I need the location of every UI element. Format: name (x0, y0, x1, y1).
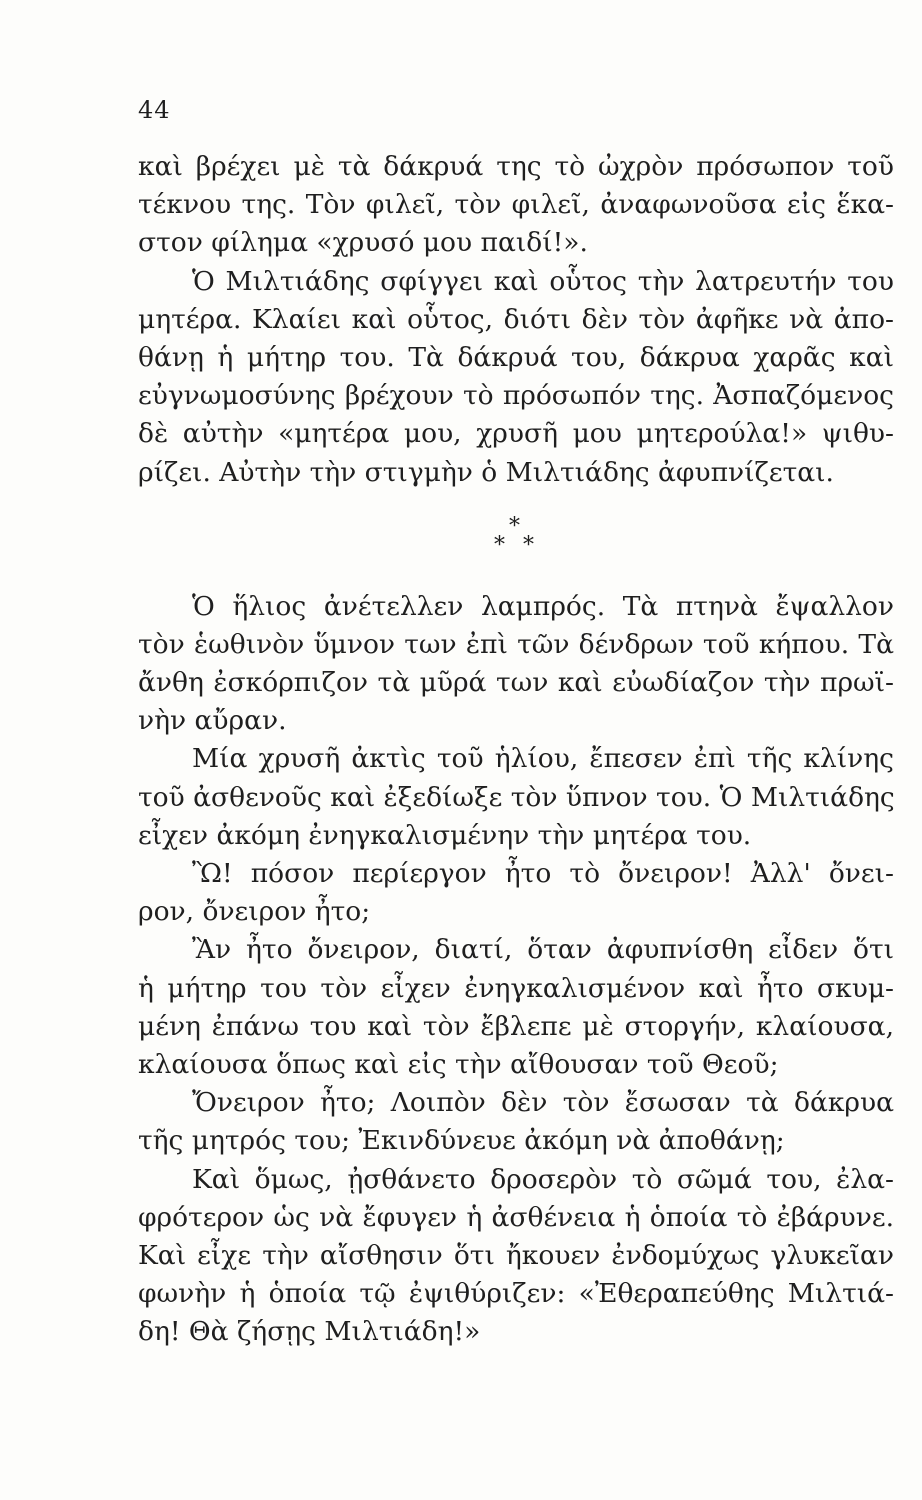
text-line: φωνὴν ἡ ὁποία τῷ ἐψιθύριζεν: «Ἐθεραπεύθης Μιλτιά- (138, 1278, 894, 1310)
text-line: Ὁ Μιλτιάδης σφίγγει καὶ οὗτος τὴν λατρευτήν του (192, 265, 894, 297)
text-line: τὸν ἑωθινὸν ὕμνον των ἐπὶ τῶν δένδρων τοῦ κήπου. Τὰ (138, 628, 894, 660)
text-line: εὐγνωμοσύνης βρέχουν τὸ πρόσωπόν της. Ἀσπαζόμενος (138, 380, 894, 412)
text-line: Ὄνειρον ἦτο; Λοιπὸν δὲν τὸν ἔσωσαν τὰ δάκρυα (192, 1087, 894, 1119)
paragraph (138, 588, 894, 741)
text-line: κλαίουσα ὅπως καὶ εἰς τὴν αἴθουσαν τοῦ Θεοῦ; (138, 1048, 779, 1080)
paragraph (138, 1084, 894, 1160)
text-line: Ἂν ἦτο ὄνειρον, διατί, ὅταν ἀφυπνίσθη εἶδεν ὅτι (192, 934, 894, 966)
text-line: ρίζει. Αὐτὴν τὴν στιγμὴν ὁ Μιλτιάδης ἀφυπνίζεται. (138, 456, 834, 488)
paragraph (138, 740, 894, 855)
text-line: εἶχεν ἀκόμη ἐνηγκαλισμένην τὴν μητέρα του. (138, 819, 752, 851)
paragraph (138, 1161, 894, 1352)
text-line: Καὶ ὅμως, ᾐσθάνετο δροσερὸν τὸ σῶμά του, ἐλα- (192, 1163, 894, 1195)
text-line: τέκνου της. Τὸν φιλεῖ, τὸν φιλεῖ, ἀναφωνοῦσα εἰς ἕκα- (138, 189, 894, 221)
paragraph (138, 931, 894, 1084)
text-line: στον φίλημα «χρυσό μου παιδί!». (138, 227, 588, 259)
text-line: δη! Θὰ ζήσῃς Μιλτιάδη!» (138, 1316, 481, 1348)
paragraph (138, 263, 894, 492)
text-line: δὲ αὐτὴν «μητέρα μου, χρυσῆ μου μητερούλα!» ψιθυ- (138, 418, 894, 450)
text-line: φρότερον ὡς νὰ ἔφυγεν ἡ ἀσθένεια ἡ ὁποία τὸ ἐβάρυνε. (138, 1201, 894, 1233)
text-line: καὶ βρέχει μὲ τὰ δάκρυά της τὸ ὠχρὸν πρόσωπον τοῦ (138, 151, 894, 182)
text-line: Ὢ! πόσον περίεργον ἦτο τὸ ὄνειρον! Ἀλλ' ὄνει- (192, 858, 894, 889)
asterisk: * (523, 532, 534, 558)
text-line: μητέρα. Κλαίει καὶ οὗτος, διότι δὲν τὸν ἀφῆκε νὰ ἀπο- (138, 303, 894, 335)
section-separator (138, 492, 894, 588)
text-line: Ὁ ἥλιος ἀνέτελλεν λαμπρός. Τὰ πτηνὰ ἔψαλλον (192, 590, 894, 622)
text-line: θάνῃ ἡ μήτηρ του. Τὰ δάκρυά του, δάκρυα χαρᾶς καὶ (138, 341, 894, 373)
text-line: τῆς μητρός του; Ἐκινδύνευε ἀκόμη νὰ ἀποθάνῃ; (138, 1125, 785, 1157)
text-line: ρον, ὄνειρον ἦτο; (138, 896, 371, 928)
page-number: 44 (138, 96, 171, 124)
text-line: ἡ μήτηρ του τὸν εἶχεν ἐνηγκαλισμένον καὶ ἦτο σκυμ- (138, 972, 894, 1004)
paragraph (138, 148, 894, 263)
text-line: τοῦ ἀσθενοῦς καὶ ἐξεδίωξε τὸν ὕπνον του. Ὁ Μιλτιάδης (138, 781, 895, 813)
text-line: Καὶ εἶχε τὴν αἴσθησιν ὅτι ἤκουεν ἐνδομύχως γλυκεῖαν (138, 1239, 894, 1271)
text-line: Μία χρυσῆ ἀκτὶς τοῦ ἡλίου, ἔπεσεν ἐπὶ τῆς κλίνης (192, 743, 894, 775)
text-line: ἄνθη ἐσκόρπιζον τὰ μῦρά των καὶ εὐωδίαζον τὴν πρωϊ- (138, 667, 894, 699)
text-body (138, 148, 894, 1351)
text-line: νὴν αὔραν. (138, 705, 287, 737)
asterisk: * (509, 513, 520, 539)
asterisk: * (494, 532, 505, 558)
text-line: μένη ἐπάνω του καὶ τὸν ἔβλεπε μὲ στοργήν, κλαίουσα, (138, 1010, 894, 1042)
paragraph (138, 855, 894, 931)
